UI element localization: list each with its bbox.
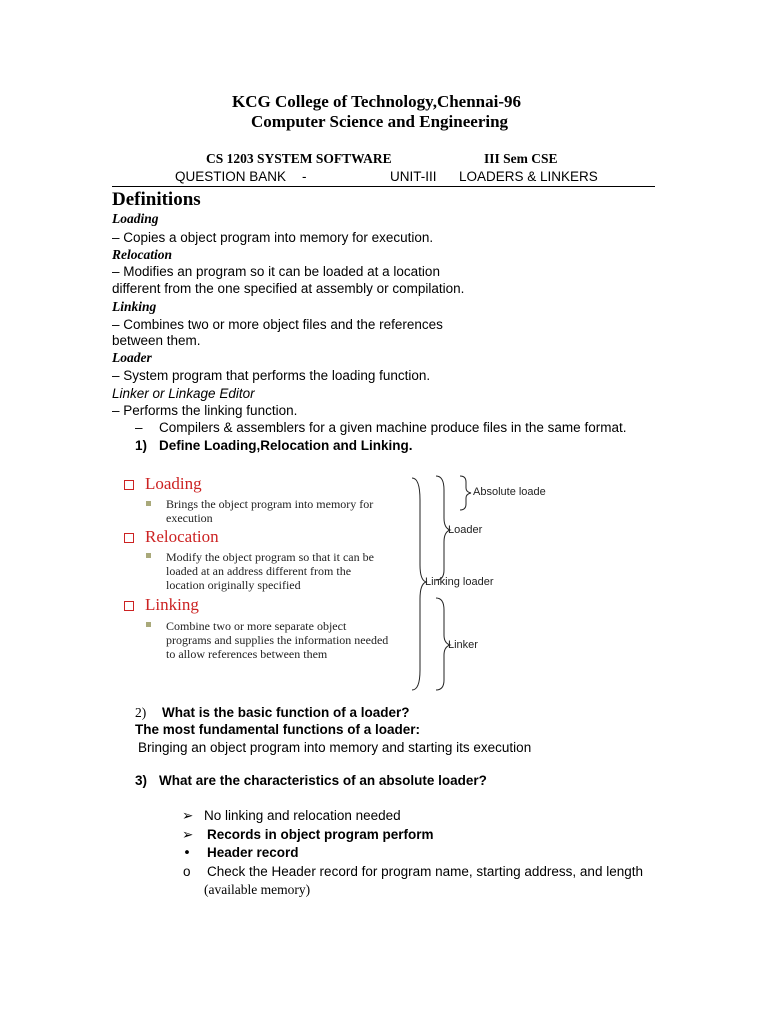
definitions-heading: Definitions bbox=[112, 189, 201, 210]
figure-linking-line2: programs and supplies the information needed bbox=[166, 633, 389, 647]
def-linking-line2: between them. bbox=[112, 333, 201, 348]
figure-relocation-line2: loaded at an address different from the bbox=[166, 564, 352, 578]
def-relocation-line1: – Modifies an program so it can be loaded at a location bbox=[112, 264, 440, 279]
term-relocation: Relocation bbox=[112, 247, 172, 262]
term-loading: Loading bbox=[112, 211, 159, 226]
q3-item4-marker: o bbox=[183, 864, 191, 879]
q2-number: 2) bbox=[135, 705, 147, 720]
term-linking: Linking bbox=[112, 299, 157, 314]
q3-number: 3) bbox=[135, 773, 148, 788]
figure-loading-title: Loading bbox=[145, 474, 202, 493]
compilers-note-bullet: – bbox=[135, 420, 143, 435]
q2-subheading: The most fundamental functions of a loader: bbox=[135, 722, 421, 737]
course-code: CS 1203 SYSTEM SOFTWARE bbox=[206, 151, 392, 166]
figure-linking-line1: Combine two or more separate object bbox=[166, 619, 347, 633]
term-linker: Linker or Linkage Editor bbox=[112, 386, 255, 401]
def-relocation-line2: different from the one specified at assembly or compilation. bbox=[112, 281, 465, 296]
label-linker: Linker bbox=[448, 639, 478, 651]
dot-bullet-icon: • bbox=[183, 845, 191, 861]
arrow-bullet-icon: ➢ bbox=[182, 808, 194, 824]
q1-question: Define Loading,Relocation and Linking. bbox=[159, 438, 413, 453]
q3-item-check-header: Check the Header record for program name, starting address, and length bbox=[207, 864, 643, 879]
figure-loading-line2: execution bbox=[166, 511, 213, 525]
department-title: Computer Science and Engineering bbox=[251, 112, 509, 131]
term-loader: Loader bbox=[112, 350, 152, 365]
label-loader: Loader bbox=[448, 524, 483, 536]
linking-point-bullet bbox=[146, 622, 151, 627]
outer-bracket bbox=[412, 478, 426, 690]
question-bank-label: QUESTION BANK bbox=[175, 169, 287, 184]
relocation-point-bullet bbox=[146, 553, 151, 558]
linking-square-bullet bbox=[124, 601, 134, 611]
figure-relocation-title: Relocation bbox=[145, 527, 219, 546]
q2-answer: Bringing an object program into memory and starting its execution bbox=[138, 740, 532, 755]
header-divider bbox=[112, 186, 655, 187]
label-absolute-loader: Absolute loade bbox=[473, 486, 546, 498]
def-loader: – System program that performs the loading function. bbox=[112, 368, 431, 383]
figure-relocation-line1: Modify the object program so that it can be bbox=[166, 550, 374, 564]
def-linking-line1: – Combines two or more object files and the references bbox=[112, 317, 443, 332]
header-dash: - bbox=[302, 169, 307, 184]
figure-linking-line3: to allow references between them bbox=[166, 647, 328, 661]
q1-number: 1) bbox=[135, 438, 148, 453]
q3-item-header-record: Header record bbox=[207, 845, 299, 860]
arrow-bullet-icon: ➢ bbox=[182, 827, 194, 843]
compilers-note: Compilers & assemblers for a given machine produce files in the same format. bbox=[159, 420, 627, 435]
q3-item-check-header-cont: (available memory) bbox=[204, 882, 311, 897]
figure-linking-title: Linking bbox=[145, 595, 199, 614]
loader-types-figure bbox=[118, 470, 558, 695]
college-title: KCG College of Technology,Chennai-96 bbox=[232, 92, 522, 111]
def-linker: – Performs the linking function. bbox=[112, 403, 298, 418]
def-loading: – Copies a object program into memory for execution. bbox=[112, 230, 434, 245]
figure-relocation-line3: location originally specified bbox=[166, 578, 301, 592]
label-linking-loader: Linking loader bbox=[425, 576, 494, 588]
q3-item-no-linking: No linking and relocation needed bbox=[204, 808, 401, 823]
absolute-bracket bbox=[460, 476, 471, 510]
q3-item-records: Records in object program perform bbox=[207, 827, 434, 842]
figure-loading-line1: Brings the object program into memory for bbox=[166, 497, 374, 511]
q3-question: What are the characteristics of an absolute loader? bbox=[159, 773, 487, 788]
semester: III Sem CSE bbox=[484, 151, 558, 166]
unit-number: UNIT-III bbox=[390, 169, 437, 184]
relocation-square-bullet bbox=[124, 533, 134, 543]
loading-point-bullet bbox=[146, 501, 151, 506]
unit-title: LOADERS & LINKERS bbox=[459, 169, 598, 184]
q2-question: What is the basic function of a loader? bbox=[162, 705, 410, 720]
loading-square-bullet bbox=[124, 480, 134, 490]
